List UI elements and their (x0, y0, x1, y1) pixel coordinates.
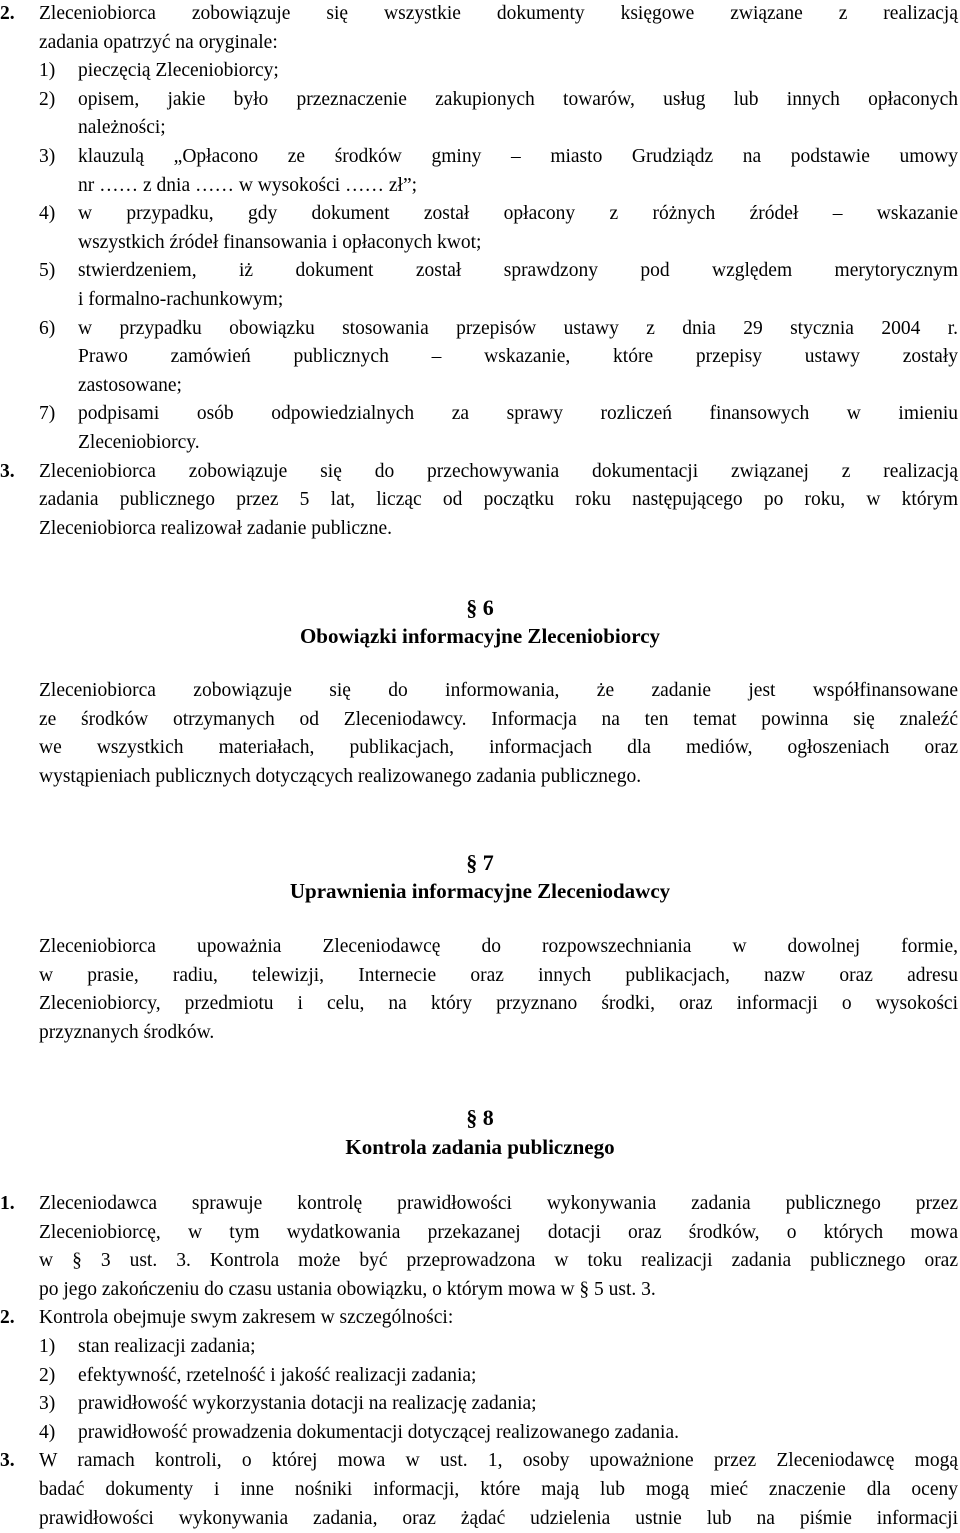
list-number: 3) (39, 145, 56, 167)
paragraph-text: ze środków otrzymanych od Zleceniodawcy. Informacja na ten temat powinna się znaleźć (39, 708, 958, 730)
paragraph-text: w prasie, radiu, telewizji, Internecie oraz innych publikacjach, nazw oraz adresu (39, 964, 958, 986)
document-list (39, 57, 958, 457)
list-item (39, 1362, 958, 1391)
list-item (39, 143, 958, 200)
section-7-symbol: § 7 (466, 850, 494, 875)
paragraph-text: W ramach kontroli, o której mowa w ust. 1, osoby upoważnione przez Zleceniodawcę mogą (39, 1450, 958, 1472)
paragraph-text: Zleceniobiorca zobowiązuje się wszystkie dokumenty księgowe związane z realizacją (39, 3, 958, 24)
paragraph-text: w § 3 ust. 3. Kontrola może być przeprowadzona w toku realizacji zadania publicznego oraz (39, 1250, 958, 1272)
paragraph-number: 2. (0, 1307, 15, 1329)
paragraph-1 (0, 1190, 958, 1219)
list-text: klauzulą „Opłacono ze środków gminy – miasto Grudziądz na podstawie umowy (78, 145, 958, 167)
paragraph-text: po jego zakończeniu do czasu ustania obowiązku, o którym mowa w § 5 ust. 3. (39, 1278, 656, 1300)
list-text: w przypadku, gdy dokument został opłacony z różnych źródeł – wskazanie (78, 203, 958, 225)
list-number: 5) (39, 260, 56, 282)
list-number: 3) (39, 1393, 56, 1415)
list-text: i formalno-rachunkowym; (78, 288, 284, 310)
list-number: 4) (39, 203, 56, 225)
list-text: opisem, jakie było przeznaczenie zakupionych towarów, usług lub innych opłaconych (78, 88, 958, 110)
paragraph-text: badać dokumenty i inne nośniki informacji, które mają lub mogą mieć znaczenie dla oceny (39, 1478, 958, 1500)
list-text: nr …… z dnia …… w wysokości …… zł”; (78, 174, 418, 196)
list-text: prawidłowość prowadzenia dokumentacji dotyczącej realizowanego zadania. (78, 1421, 679, 1443)
paragraph-text: Zleceniobiorca upoważnia Zleceniodawcę do rozpowszechniania w dowolnej formie, (39, 936, 958, 957)
list-number: 1) (39, 60, 56, 82)
section-7-body (0, 933, 958, 1047)
paragraph-text: Zleceniobiorca zobowiązuje się do przechowywania dokumentacji związanej z realizacją (39, 460, 958, 482)
list-number: 2) (39, 88, 56, 110)
section-8-symbol: § 8 (466, 1105, 494, 1130)
paragraph-text: przyznanych środków. (39, 1021, 215, 1043)
list-item (39, 400, 958, 457)
list-text: należności; (78, 117, 166, 139)
list-number: 2) (39, 1364, 56, 1386)
list-text: prawidłowość wykorzystania dotacji na realizację zadania; (78, 1393, 537, 1415)
list-text: wszystkich źródeł finansowania i opłaconych kwot; (78, 231, 482, 253)
list-item (39, 1333, 958, 1362)
list-item (39, 86, 958, 143)
list-text: stan realizacji zadania; (78, 1335, 256, 1357)
paragraph-text: prawidłowości wykonywania zadania, oraz żądać udzielenia ustnie lub na piśmie informacji (39, 1507, 958, 1529)
paragraph-2 (0, 1304, 958, 1333)
paragraph-text: Kontrola obejmuje swym zakresem w szczególności: (39, 1307, 454, 1329)
paragraph-text: Zleceniodawca sprawuje kontrolę prawidłowości wykonywania zadania publicznego przez (39, 1193, 958, 1214)
list-item (39, 200, 958, 257)
list-item (39, 1419, 958, 1448)
section-6-symbol: § 6 (466, 595, 494, 620)
paragraph-number: 3. (0, 1450, 15, 1472)
list-number: 6) (39, 317, 56, 339)
paragraph-3 (0, 458, 958, 487)
paragraph-text: we wszystkich materiałach, publikacjach, informacjach dla mediów, ogłoszeniach oraz (39, 737, 958, 759)
section-6-title: Obowiązki informacyjne Zleceniobiorcy (299, 624, 661, 648)
list-number: 7) (39, 403, 56, 425)
list-text: Zleceniobiorcy. (78, 431, 200, 453)
paragraph-text: Zleceniobiorcę, w tym wydatkowania przekazanej dotacji oraz środków, o których mowa (39, 1221, 958, 1243)
list-text: zastosowane; (78, 374, 182, 396)
paragraph-3 (0, 1447, 958, 1476)
section-8-title: Kontrola zadania publicznego (345, 1135, 615, 1159)
paragraph-number: 3. (0, 460, 15, 482)
paragraph-number: 2. (0, 3, 15, 24)
list-number: 1) (39, 1335, 56, 1357)
section-8-body (0, 1190, 958, 1533)
paragraph-2 (0, 0, 958, 543)
paragraph-text: Zleceniobiorca realizował zadanie publiczne. (39, 517, 392, 539)
list-item (39, 57, 958, 86)
list-number: 4) (39, 1421, 56, 1443)
list-item (39, 1390, 958, 1419)
list-text: efektywność, rzetelność i jakość realizacji zadania; (78, 1364, 477, 1386)
paragraph-text: zadania publicznego przez 5 lat, licząc od początku roku następującego po roku, w którym (39, 489, 958, 511)
paragraph-text: wystąpieniach publicznych dotyczących realizowanego zadania publicznego. (39, 765, 642, 787)
list-item (39, 315, 958, 401)
list-text: podpisami osób odpowiedzialnych za sprawy rozliczeń finansowych w imieniu (78, 403, 958, 425)
section-7-title: Uprawnienia informacyjne Zleceniodawcy (289, 879, 671, 903)
paragraph-number: 1. (0, 1193, 15, 1214)
list-item (39, 257, 958, 314)
section-6-body (0, 677, 958, 791)
list-text: pieczęcią Zleceniobiorcy; (78, 60, 279, 82)
document-list (39, 1333, 958, 1447)
list-text: w przypadku obowiązku stosowania przepisów ustawy z dnia 29 stycznia 2004 r. (78, 317, 958, 339)
list-text: stwierdzeniem, iż dokument został sprawdzony pod względem merytorycznym (78, 260, 958, 282)
paragraph-text: Zleceniobiorcy, przedmiotu i celu, na który przyznano środki, oraz informacji o wysokości (39, 993, 958, 1015)
paragraph-text: Zleceniobiorca zobowiązuje się do informowania, że zadanie jest współfinansowane (39, 680, 958, 701)
list-text: Prawo zamówień publicznych – wskazanie, które przepisy ustawy zostały (78, 346, 958, 368)
paragraph-text: zadania opatrzyć na oryginale: (39, 31, 278, 53)
